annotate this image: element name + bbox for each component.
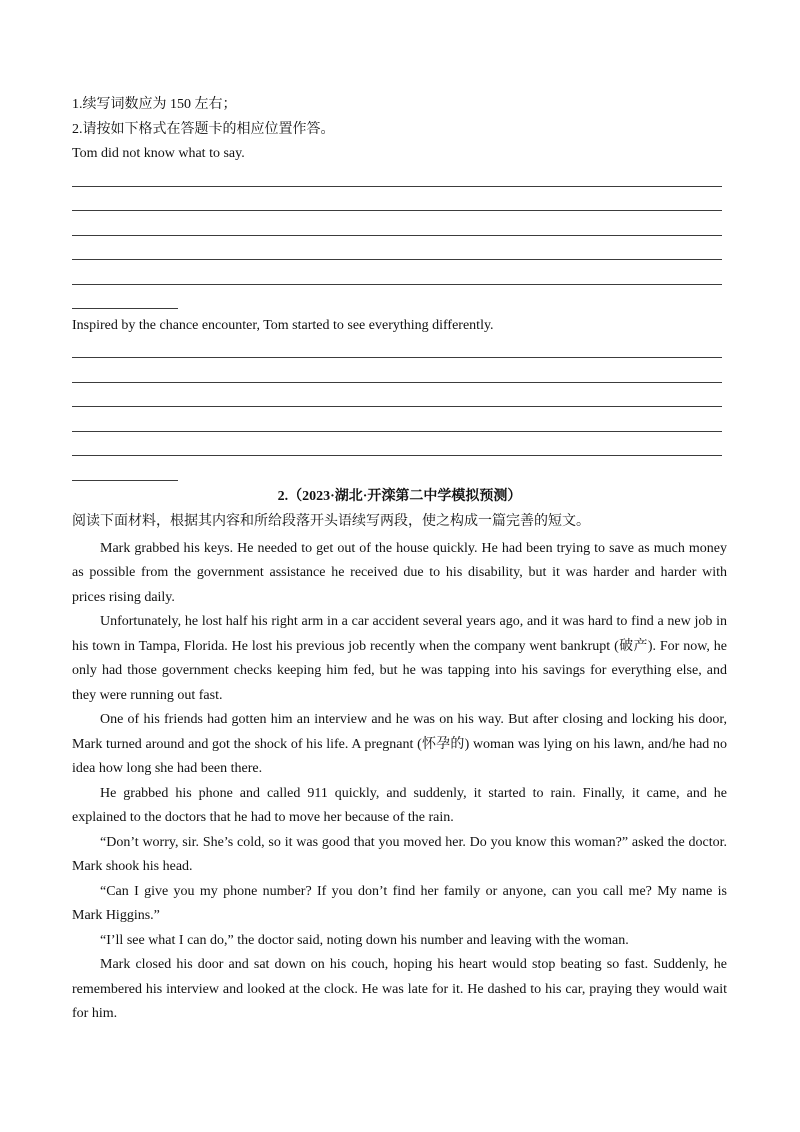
passage-line: One of his friends had gotten him an interview and he was on his way. But after closing and locking his door, — [100, 712, 727, 727]
answer-line — [72, 191, 727, 216]
passage-paragraph — [72, 831, 727, 880]
reading-passage — [72, 537, 727, 1027]
passage-line: Unfortunately, he lost half his right arm in a car accident several years ago, and it was hard to find a new job in — [100, 614, 727, 629]
answer-line — [72, 216, 727, 241]
question-directions: 阅读下面材料，根据其内容和所给段落开头语续写两段，使之构成一篇完善的短文。 — [72, 513, 590, 529]
answer-line-short — [72, 289, 727, 314]
paragraph-opening-1: Tom did not know what to say. — [72, 146, 245, 161]
question-heading: 2.（2023·湖北·开滦第二中学模拟预测） — [277, 489, 522, 504]
answer-line — [72, 412, 727, 437]
answer-line-rule — [72, 308, 178, 309]
answer-line — [72, 265, 727, 290]
passage-paragraph — [72, 708, 727, 782]
passage-line: Mark grabbed his keys. He needed to get out of the house quickly. He had been trying to save as much money — [100, 540, 727, 556]
passage-line: Mark closed his door and sat down on his couch, hoping his heart would stop beating so fast. Suddenly, he — [100, 957, 727, 972]
passage-line: for him. — [72, 1006, 118, 1021]
answer-line-rule — [72, 480, 178, 481]
answer-line — [72, 363, 727, 388]
paragraph-opening-2: Inspired by the chance encounter, Tom started to see everything differently. — [72, 317, 494, 333]
answer-line-rule — [72, 406, 722, 407]
answer-line-rule — [72, 235, 722, 236]
passage-paragraph — [72, 880, 727, 929]
passage-line: prices rising daily. — [72, 589, 175, 605]
passage-line: they were running out fast. — [72, 687, 223, 703]
passage-line: Mark turned around and got the shock of his life. A pregnant (怀孕的) woman was lying on his lawn, and/he had no — [72, 736, 727, 752]
instruction-item: 2.请按如下格式在答题卡的相应位置作答。 — [72, 121, 335, 137]
passage-line: He grabbed his phone and called 911 quickly, and suddenly, it started to rain. Finally, it came, and he — [100, 785, 727, 801]
instruction-item: 1.续写词数应为 150 左右； — [72, 97, 237, 112]
passage-line: explained to the doctors that he had to move her because of the rain. — [72, 810, 454, 825]
passage-line: idea how long she had been there. — [72, 761, 263, 776]
passage-line: his town in Tampa, Florida. He lost his previous job recently when the company went bankrupt (破产). For now, he — [72, 638, 727, 654]
passage-paragraph — [72, 782, 727, 831]
passage-line: “Can I give you my phone number? If you don’t find her family or anyone, can you call me? My name is — [100, 883, 727, 899]
passage-line: as possible from the government assistance he received due to his disability, but it was harder and harder with — [72, 565, 727, 580]
answer-line-rule — [72, 431, 722, 432]
passage-line: remembered his interview and looked at the clock. He was late for it. He dashed to his car, praying they would wait — [72, 981, 727, 997]
answer-line-rule — [72, 259, 722, 260]
answer-line-rule — [72, 186, 722, 187]
passage-line: only had those government checks keeping him fed, but he was tapping into his savings for everything else, and — [72, 663, 727, 678]
document-page-content — [72, 93, 727, 1027]
answer-line-short — [72, 461, 727, 486]
answer-line-rule — [72, 284, 722, 285]
answer-line-rule — [72, 455, 722, 456]
passage-line: Mark shook his head. — [72, 859, 193, 874]
answer-line — [72, 240, 727, 265]
answer-line-rule — [72, 357, 722, 358]
answer-line-rule — [72, 382, 722, 383]
answer-line-rule — [72, 210, 722, 211]
passage-paragraph — [72, 929, 727, 954]
passage-line: “Don’t worry, sir. She’s cold, so it was good that you moved her. Do you know this woman?” asked the doctor. — [100, 834, 727, 850]
passage-line: Mark Higgins.” — [72, 908, 160, 923]
passage-line: “I’ll see what I can do,” the doctor said, noting down his number and leaving with the woman. — [100, 932, 629, 948]
answer-line — [72, 436, 727, 461]
passage-paragraph — [72, 953, 727, 1027]
passage-paragraph — [72, 537, 727, 611]
answer-line — [72, 167, 727, 192]
answer-line — [72, 387, 727, 412]
passage-paragraph — [72, 610, 727, 708]
answer-line — [72, 338, 727, 363]
